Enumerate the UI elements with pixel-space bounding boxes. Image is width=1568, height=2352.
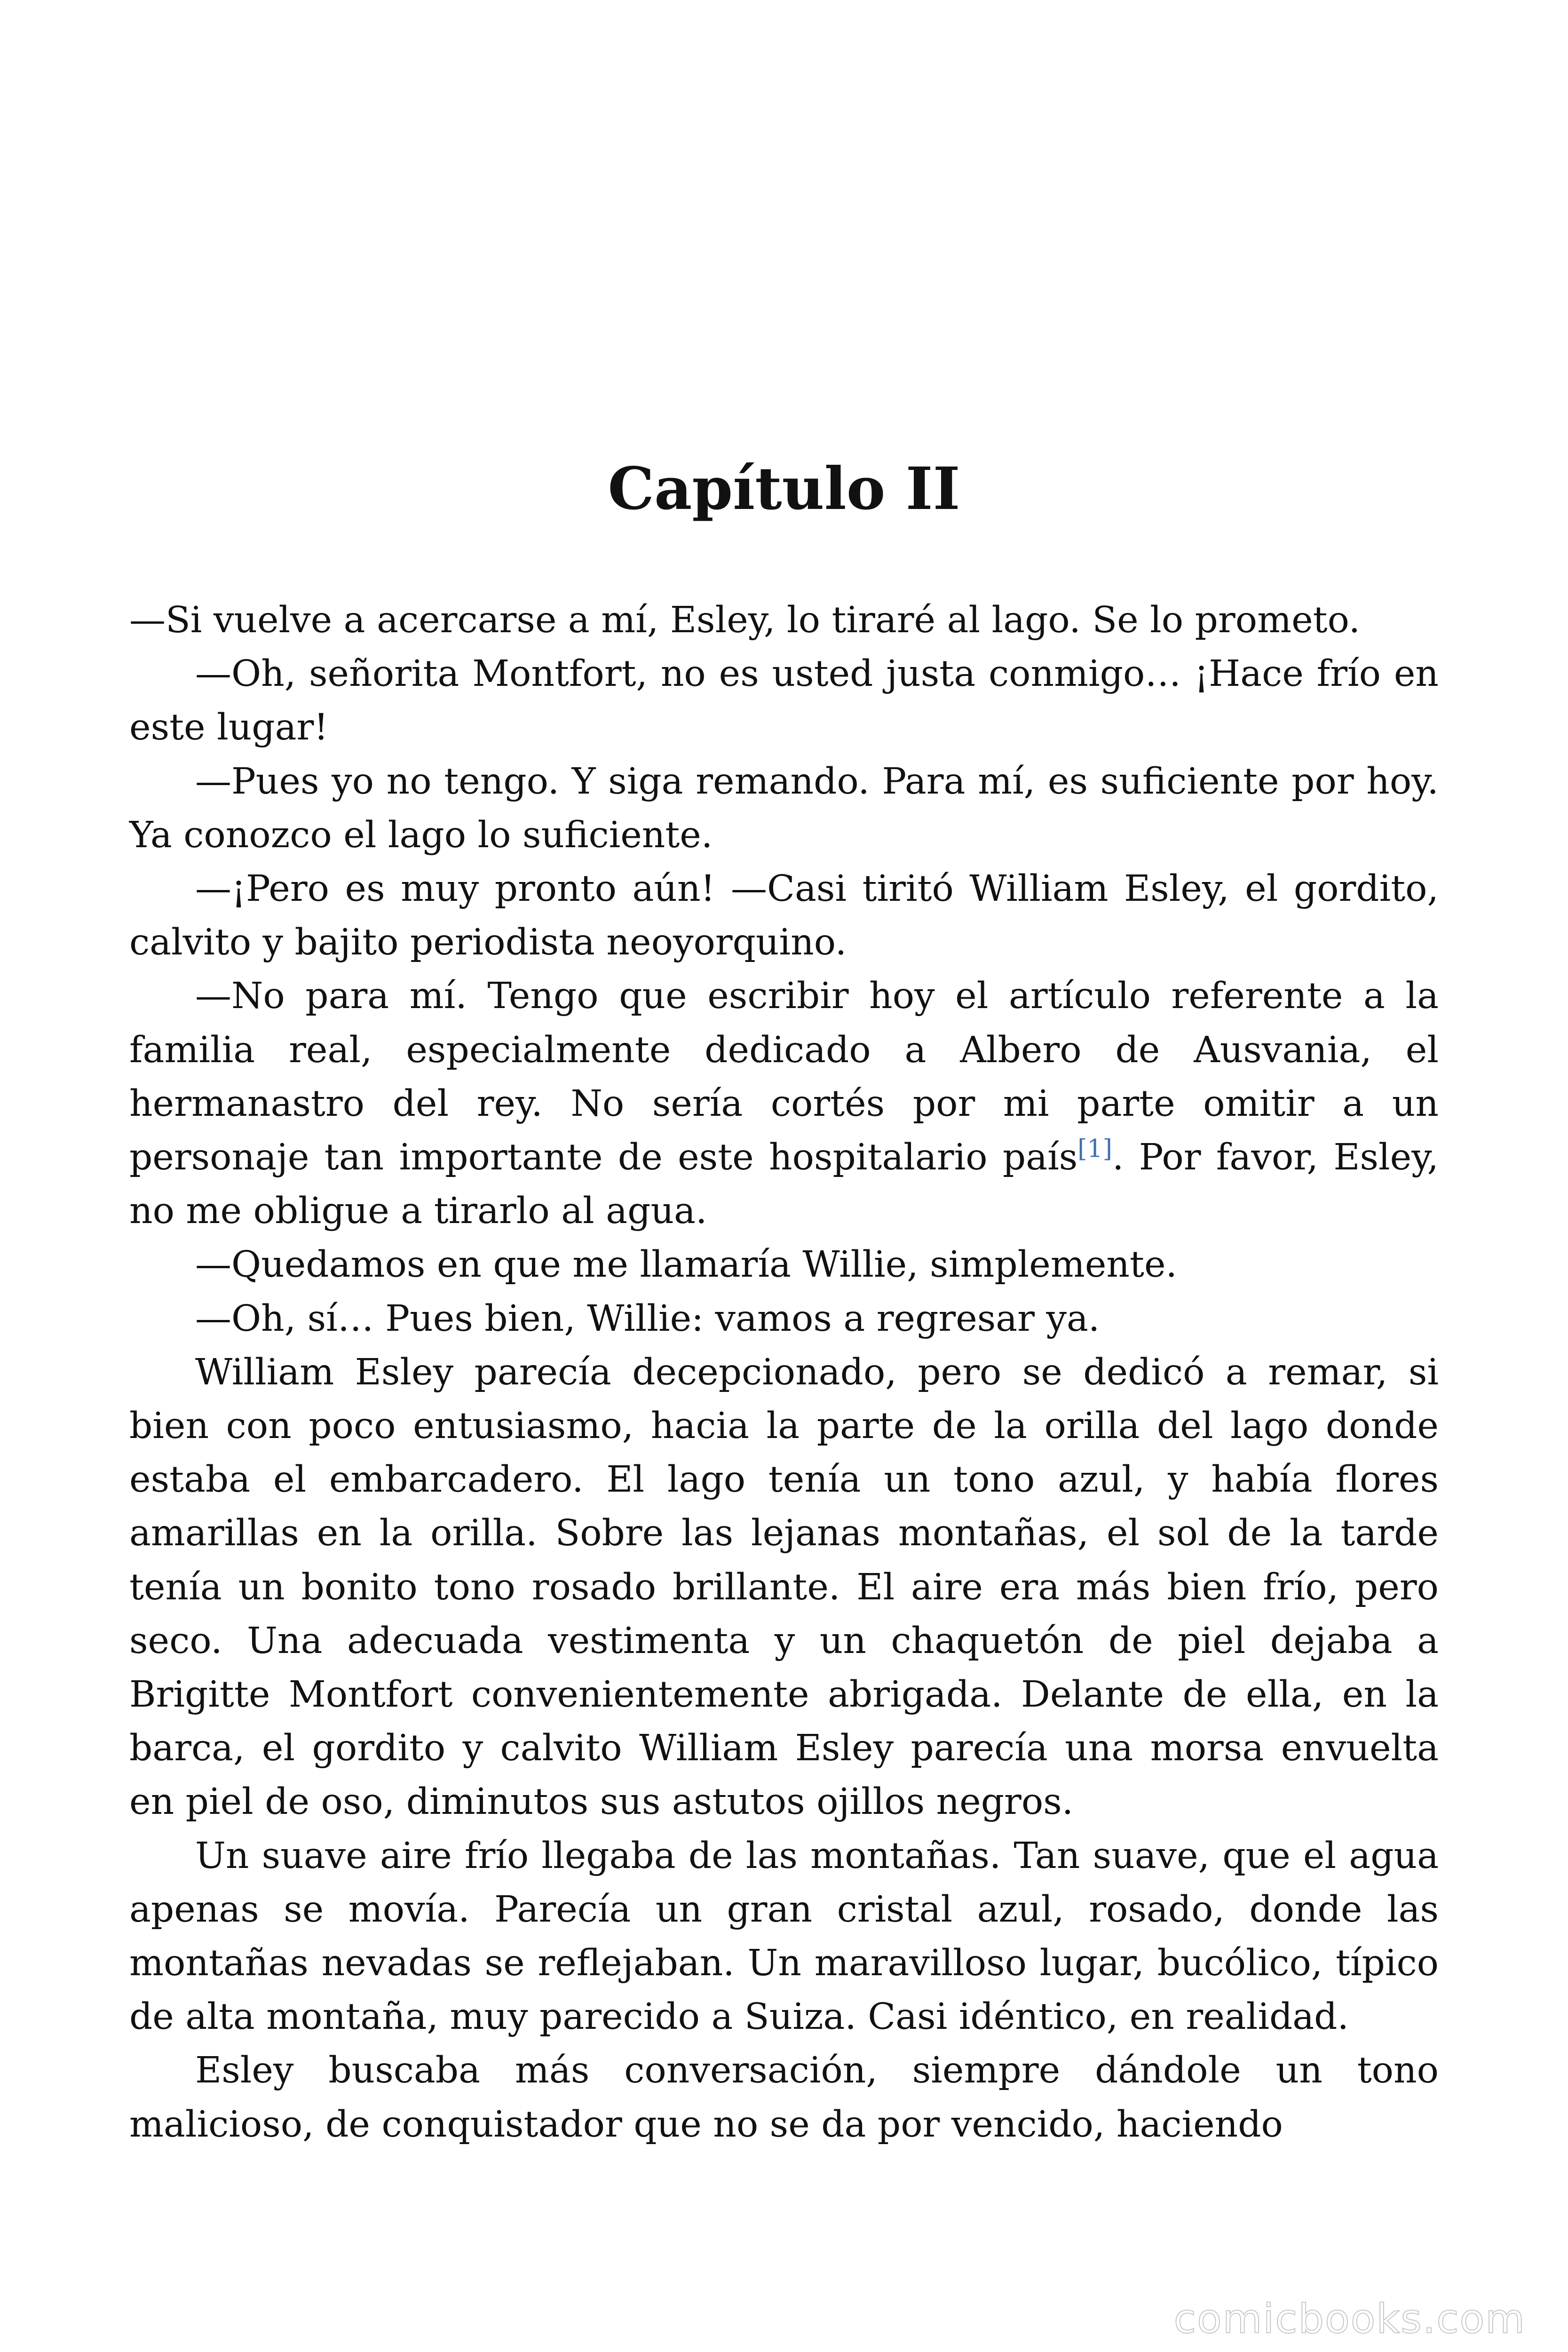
- chapter-body: [129, 594, 1439, 2152]
- paragraph-text-before-footnote: —No para mí. Tengo que escribir hoy el artículo referente a la familia real, especialmente dedicado a Albero de Ausvania, el hermanastro del rey. No sería cortés por mi parte omitir a un personaje tan importante de este hospitalario país: [129, 975, 1439, 1179]
- paragraph: —Si vuelve a acercarse a mí, Esley, lo tiraré al lago. Se lo prometo.: [129, 599, 1361, 641]
- paragraph: —Quedamos en que me llamaría Willie, simplemente.: [195, 1244, 1177, 1286]
- chapter-title: Capítulo II: [608, 455, 960, 523]
- watermark: comicbooks.com: [1173, 2296, 1526, 2343]
- paragraph: —Oh, sí… Pues bien, Willie: vamos a regresar ya.: [195, 1297, 1100, 1340]
- paragraph: —¡Pero es muy pronto aún! —Casi tiritó William Esley, el gordito, calvito y bajito periodista neoyorquino.: [129, 868, 1439, 964]
- paragraph: William Esley parecía decepcionado, pero se dedicó a remar, si bien con poco entusiasmo, hacia la parte de la orilla del lago donde estaba el embarcadero. El lago tenía un tono azul, y había flores amarillas en la orilla. Sobre las lejanas montañas, el sol de la tarde tenía un bonito tono rosado brillante. El aire era más bien frío, pero seco. Una adecuada vestimenta y un chaquetón de piel dejaba a Brigitte Montfort convenientemente abrigada. Delante de ella, en la barca, el gordito y calvito William Esley parecía una morsa envuelta en piel de oso, diminutos sus astutos ojillos negros.: [129, 1351, 1439, 1823]
- paragraph: —Oh, señorita Montfort, no es usted justa conmigo… ¡Hace frío en este lugar!: [129, 653, 1439, 749]
- paragraph: Un suave aire frío llegaba de las montañas. Tan suave, que el agua apenas se movía. Parecía un gran cristal azul, rosado, donde las montañas nevadas se reflejaban. Un maravilloso lugar, bucólico, típico de alta montaña, muy parecido a Suiza. Casi idéntico, en realidad.: [129, 1835, 1439, 2038]
- footnote-link[interactable]: [1]: [1077, 1135, 1112, 1163]
- paragraph-with-footnote: [129, 969, 1439, 1238]
- paragraph: Esley buscaba más conversación, siempre dándole un tono malicioso, de conquistador que no se da por vencido, haciendo: [129, 2050, 1439, 2145]
- paragraph-text-after-footnote: . Por favor, Esley, no me obligue a tirarlo al agua.: [129, 1136, 1439, 1232]
- paragraph: —Pues yo no tengo. Y siga remando. Para mí, es suficiente por hoy. Ya conozco el lago lo suficiente.: [129, 760, 1439, 856]
